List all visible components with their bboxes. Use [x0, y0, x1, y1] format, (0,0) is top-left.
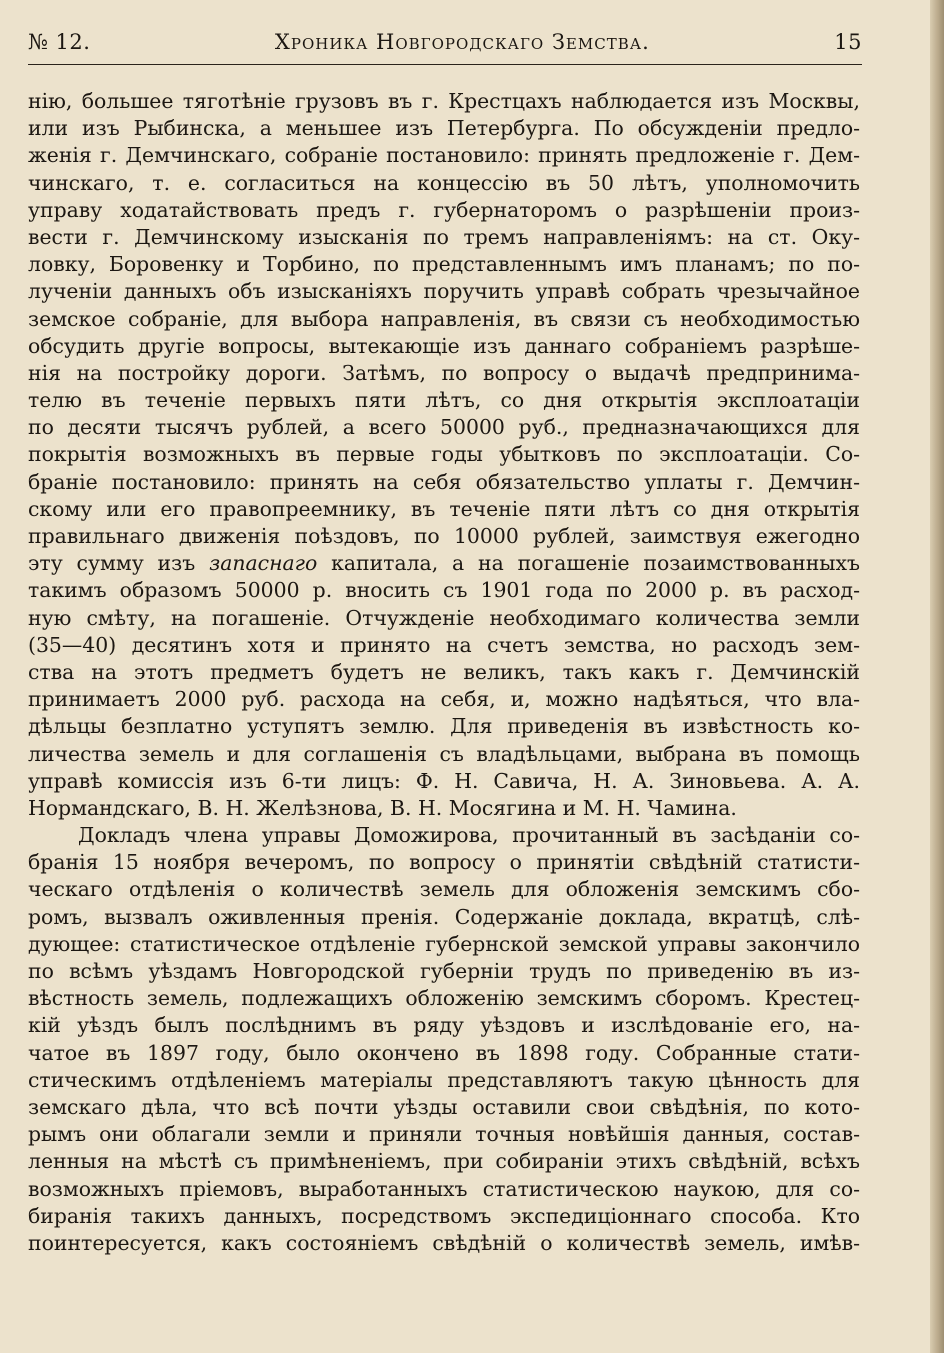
text-line: скому или его правопреемнику, въ теченіе пяти лѣтъ со дня открытія: [28, 496, 860, 521]
text-line: возможныхъ пріемовъ, выработанныхъ статистическою наукою, для со-: [28, 1176, 860, 1201]
text-line: такимъ образомъ 50000 р. вносить съ 1901 года по 2000 р. въ расход-: [28, 578, 860, 603]
text-line: чатое въ 1897 году, было окончено въ 1898 году. Собранные стати-: [28, 1040, 860, 1065]
text-line: дующее: статистическое отдѣленіе губернской земской управы закончило: [28, 931, 860, 956]
text-line: обсудить другіе вопросы, вытекающіе изъ даннаго собраніемъ разрѣше-: [28, 333, 860, 358]
text-line: управѣ комиссія изъ 6-ти лицъ: Ф. Н. Савича, Н. А. Зиновьева. А. А.: [28, 768, 860, 793]
text-line: дѣльцы безплатно уступятъ землю. Для приведенія въ извѣстность ко-: [28, 714, 860, 739]
text-line: кій уѣздъ былъ послѣднимъ въ ряду уѣздовъ и изслѣдованіе его, на-: [28, 1013, 860, 1038]
text-line: бранія 15 ноября вечеромъ, по вопросу о принятіи свѣдѣній статисти-: [28, 850, 860, 875]
running-title: Хроника Новгородскаго Земства.: [274, 30, 650, 54]
page-number: 15: [834, 30, 862, 54]
paragraph: [28, 88, 860, 822]
text-line: ловку, Боровенку и Торбино, по представленнымъ имъ планамъ; по по-: [28, 252, 860, 277]
text-line: нія на постройку дороги. Затѣмъ, по вопросу о выдачѣ предпринима-: [28, 360, 860, 385]
page-header: [28, 30, 862, 54]
text-line: стическимъ отдѣленіемъ матеріалы представляютъ такую цѣнность для: [28, 1067, 860, 1092]
text-line: Нормандскаго, В. Н. Желѣзнова, В. Н. Мосягина и М. Н. Чамина.: [28, 795, 737, 820]
text-line: биранія такихъ данныхъ, посредствомъ экспедиціоннаго способа. Кто: [28, 1203, 860, 1228]
text-line: ную смѣту, на погашеніе. Отчужденіе необходимаго количества земли: [28, 605, 860, 630]
text-line: браніе постановило: принять на себя обязательство уплаты г. Демчин-: [28, 469, 860, 494]
text-line: ства на этотъ предметъ будетъ не великъ, такъ какъ г. Демчинскій: [28, 659, 860, 684]
text-segment: эту сумму изъ: [28, 551, 210, 576]
text-line: поинтересуется, какъ состояніемъ свѣдѣній о количествѣ земель, имѣв-: [28, 1230, 860, 1255]
page-edge: [930, 0, 944, 1353]
header-rule: [28, 64, 862, 65]
text-segment: капитала, а на погашеніе позаимствованныхъ: [317, 551, 860, 576]
text-line: правильнаго движенія поѣздовъ, по 10000 рублей, заимствуя ежегодно: [28, 524, 860, 548]
text-line: чинскаго, т. е. согласиться на концессію въ 50 лѣтъ, уполномочить: [28, 170, 860, 195]
text-line: принимаетъ 2000 руб. расхода на себя, и, можно надѣяться, что вла-: [28, 687, 860, 712]
text-line: Докладъ члена управы Доможирова, прочитанный въ засѣданіи со-: [78, 823, 860, 848]
text-line: ческаго отдѣленія о количествѣ земель для обложенія земскимъ сбо-: [28, 877, 860, 902]
text-line: покрытія возможныхъ въ первые годы убытковъ по эксплоатаціи. Со-: [28, 442, 860, 467]
issue-number: № 12.: [28, 30, 91, 54]
text-line: ленныя на мѣстѣ съ примѣненіемъ, при собираніи этихъ свѣдѣній, всѣхъ: [28, 1149, 860, 1174]
text-line: ромъ, вызвалъ оживленныя пренія. Содержаніе доклада, вкратцѣ, слѣ-: [28, 904, 860, 929]
text-line: личества земель и для соглашенія съ владѣльцами, выбрана въ помощь: [28, 741, 860, 766]
text-line: лученіи данныхъ объ изысканіяхъ поручить управѣ собрать чрезычайное: [28, 279, 860, 304]
body-text: [28, 88, 860, 1257]
text-line: нію, большее тяготѣніе грузовъ въ г. Крестцахъ наблюдается изъ Москвы,: [28, 89, 860, 113]
text-line: рымъ они облагали земли и приняли точныя новѣйшія данныя, состав-: [28, 1122, 860, 1147]
text-line: земское собраніе, для выбора направленія, въ связи съ необходимостью: [28, 306, 860, 331]
text-line: вести г. Демчинскому изысканія по тремъ направленіямъ: на ст. Оку-: [28, 224, 860, 249]
text-line: по всѣмъ уѣздамъ Новгородской губерніи трудъ по приведенію въ из-: [28, 959, 860, 983]
text-line: вѣстность земель, подлежащихъ обложенію земскимъ сборомъ. Крестец-: [28, 986, 860, 1011]
text-line: по десяти тысячъ рублей, а всего 50000 руб., предназначающихся для: [28, 415, 860, 440]
text-line: управу ходатайствовать предъ г. губернаторомъ о разрѣшеніи произ-: [28, 197, 860, 222]
text-line: или изъ Рыбинска, а меньшее изъ Петербурга. По обсужденіи предло-: [28, 116, 860, 141]
text-line: телю въ теченіе первыхъ пяти лѣтъ, со дня открытія эксплоатаціи: [28, 388, 860, 413]
paragraph: [28, 822, 860, 1257]
text-line: [28, 550, 860, 577]
text-line: земскаго дѣла, что всѣ почти уѣзды оставили свои свѣдѣнія, по кото-: [28, 1094, 860, 1119]
italic-term: запаснаго: [209, 551, 318, 576]
text-line: женія г. Демчинскаго, собраніе постановило: принять предложеніе г. Дем-: [28, 143, 860, 168]
text-line: (35—40) десятинъ хотя и принято на счетъ земства, но расходъ зем-: [28, 632, 860, 657]
